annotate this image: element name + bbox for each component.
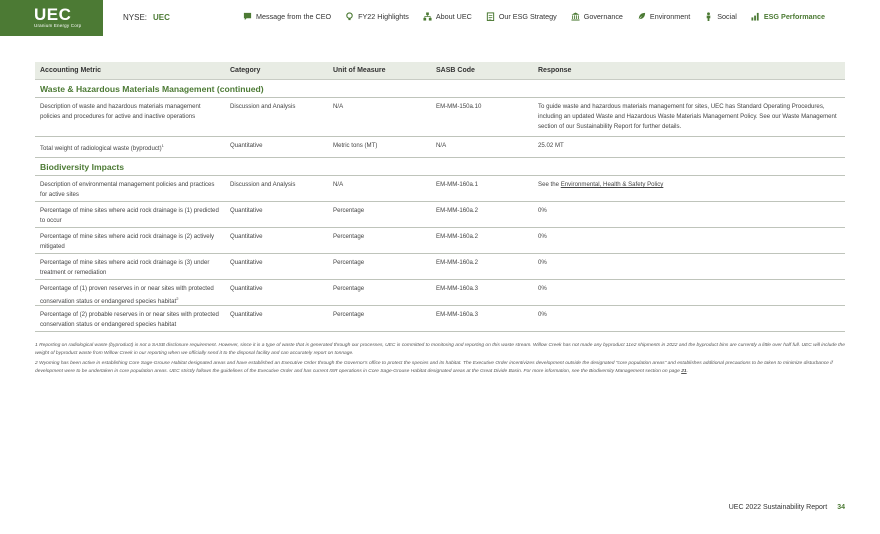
nav-about-uec[interactable] <box>423 12 472 21</box>
bar-chart-icon <box>751 12 760 21</box>
stock-ticker <box>123 13 170 22</box>
section-heading-waste: Waste & Hazardous Materials Management (continued) <box>35 80 845 98</box>
cell-metric: Percentage of (2) probable reserves in or near sites with protected conservation status or endangered species habitat <box>40 311 219 328</box>
metric-text: Percentage of (1) proven reserves in or near sites with protected conservation status or endangered species habitat <box>40 285 214 306</box>
logo-subtitle: Uranium Energy Corp <box>34 23 82 28</box>
cell-category: Quantitative <box>230 142 263 149</box>
nav-label: Our ESG Strategy <box>498 12 557 21</box>
cell-sasb-code: N/A <box>436 142 447 149</box>
table-row <box>35 280 845 306</box>
footnote-1: 1 Reporting on radiological waste (byproduct) is not a SASB disclosure requirement. However, since it is a type of waste that is generated through our processes, UEC is committed to monitoring and reporting on this waste stream. Willow Creek has not made any byproduct 11e2 shipments in 2022 and the byproduct bins are currently a little over half full. UEC will include the weight of byproduct waste from Willow Creek in our reporting when we officially send it to the disposal facility and can accurately report on tonnage. <box>35 343 845 356</box>
table-row <box>35 254 845 280</box>
response-prefix: See the <box>538 181 561 188</box>
cell-unit: Percentage <box>333 233 365 240</box>
nav-label: Social <box>717 12 737 21</box>
report-title: UEC 2022 Sustainability Report <box>728 504 828 511</box>
cell-sasb-code: EM-MM-160a.3 <box>436 285 478 292</box>
footnote-2-end: . <box>686 368 688 374</box>
logo-text: UEC <box>34 5 72 24</box>
column-header-unit: Unit of Measure <box>333 67 386 74</box>
cell-unit: N/A <box>333 181 344 188</box>
cell-metric: Percentage of mine sites where acid rock drainage is (3) under treatment or remediation <box>40 259 210 276</box>
person-icon <box>704 12 713 21</box>
table-row <box>35 228 845 254</box>
page-number: 34 <box>837 504 845 511</box>
cell-unit: Percentage <box>333 285 365 292</box>
cell-response <box>533 180 845 201</box>
cell-metric: Description of waste and hazardous materials management policies and procedures for active and inactive operations <box>40 103 201 120</box>
nav-label: FY22 Highlights <box>358 12 409 21</box>
leaf-icon <box>637 12 646 21</box>
cell-metric: Description of environmental management policies and practices for active sites <box>40 181 215 198</box>
cell-metric: Percentage of mine sites where acid rock drainage is (1) predicted to occur <box>40 207 219 224</box>
speech-bubble-icon <box>243 12 252 21</box>
cell-sasb-code: EM-MM-160a.2 <box>436 233 478 240</box>
cell-category: Quantitative <box>230 311 263 318</box>
column-header-sasb-code: SASB Code <box>436 67 475 74</box>
cell-response: 0% <box>538 311 547 318</box>
footnote-marker: 1 <box>161 143 164 148</box>
cell-unit: Percentage <box>333 259 365 266</box>
footnote-marker: 2 <box>176 296 179 301</box>
nav-label: Message from the CEO <box>256 12 332 21</box>
section-heading-biodiversity: Biodiversity Impacts <box>35 158 845 176</box>
nav-message-from-ceo[interactable] <box>243 12 331 21</box>
table-header-row <box>35 62 845 80</box>
page-footer <box>729 504 845 511</box>
lightbulb-icon <box>345 12 354 21</box>
footnote-2-text: 2 Wyoming has been active in establishing Core Sage-Grouse Habitat designated areas and have established an Executive Order through the Governor's office to protect the species and its habitat. The Executive Order incentivizes development outside the designated "core population areas" and establishes additional precautions to be taken to minimize disturbance if development were to be undertaken in core population areas. UEC strictly follows the guidelines of the Executive Order and has current ISR operations in Core Sage-Grouse Habitat designated areas at the Great Divide Basin. For more information, see the Biodiversity Management section on page <box>35 361 833 374</box>
org-chart-icon <box>423 12 432 21</box>
cell-response: 0% <box>538 285 547 292</box>
table-row <box>35 306 845 332</box>
nav-fy22-highlights[interactable] <box>345 12 409 21</box>
exchange-label: NYSE: <box>123 13 148 22</box>
cell-unit: Percentage <box>333 311 365 318</box>
top-navigation-bar <box>0 0 880 36</box>
cell-sasb-code: EM-MM-160a.2 <box>436 207 478 214</box>
cell-sasb-code: EM-MM-150a.10 <box>436 103 482 110</box>
uec-logo[interactable] <box>0 0 103 36</box>
cell-unit: Percentage <box>333 207 365 214</box>
cell-category: Discussion and Analysis <box>230 181 296 188</box>
cell-sasb-code: EM-MM-160a.3 <box>436 311 478 318</box>
cell-response: 0% <box>538 259 547 266</box>
cell-metric: Percentage of mine sites where acid rock drainage is (2) actively mitigated <box>40 233 215 250</box>
nav-label: About UEC <box>435 12 472 21</box>
cell-sasb-code: EM-MM-160a.1 <box>436 181 478 188</box>
cell-category: Quantitative <box>230 207 263 214</box>
main-nav <box>243 12 839 21</box>
table-row <box>35 98 845 137</box>
sasb-metrics-table <box>35 62 845 332</box>
table-row <box>35 202 845 228</box>
cell-response: To guide waste and hazardous materials management for sites, UEC has Standard Operating Procedures, including an updated Waste and Hazardous Waste Materials Management Policy. See our Waste Management section of our Sustainability Report for further details. <box>538 103 837 130</box>
column-header-category: Category <box>230 67 261 74</box>
ehs-policy-link[interactable]: Environmental, Health & Safety Policy <box>560 181 664 188</box>
nav-social[interactable] <box>704 12 737 21</box>
cell-category: Discussion and Analysis <box>230 103 296 110</box>
footnote-2 <box>35 360 845 375</box>
cell-response: 0% <box>538 207 547 214</box>
table-row <box>35 137 845 158</box>
cell-metric <box>35 141 225 157</box>
cell-category: Quantitative <box>230 285 263 292</box>
page-21-link[interactable]: 21 <box>681 368 687 374</box>
nav-label: Governance <box>583 12 623 21</box>
footnotes <box>35 342 845 378</box>
column-header-response: Response <box>538 67 572 74</box>
nav-environment[interactable] <box>637 12 690 21</box>
clipboard-icon <box>486 12 495 21</box>
cell-response: 0% <box>538 233 547 240</box>
nav-governance[interactable] <box>571 12 623 21</box>
cell-response: 25.02 MT <box>538 142 564 149</box>
cell-category: Quantitative <box>230 233 263 240</box>
bank-icon <box>571 12 580 21</box>
cell-unit: N/A <box>333 103 344 110</box>
column-header-accounting-metric: Accounting Metric <box>40 67 102 74</box>
cell-unit: Metric tons (MT) <box>333 142 378 149</box>
nav-our-esg-strategy[interactable] <box>486 12 557 21</box>
cell-category: Quantitative <box>230 259 263 266</box>
nav-label: ESG Performance <box>763 12 825 21</box>
ticker-symbol: UEC <box>153 13 170 22</box>
nav-label: Environment <box>649 12 691 21</box>
table-row <box>35 176 845 202</box>
nav-esg-performance[interactable] <box>751 12 825 21</box>
metric-text: Total weight of radiological waste (byproduct) <box>40 145 162 153</box>
cell-metric <box>35 284 225 305</box>
cell-sasb-code: EM-MM-160a.2 <box>436 259 478 266</box>
